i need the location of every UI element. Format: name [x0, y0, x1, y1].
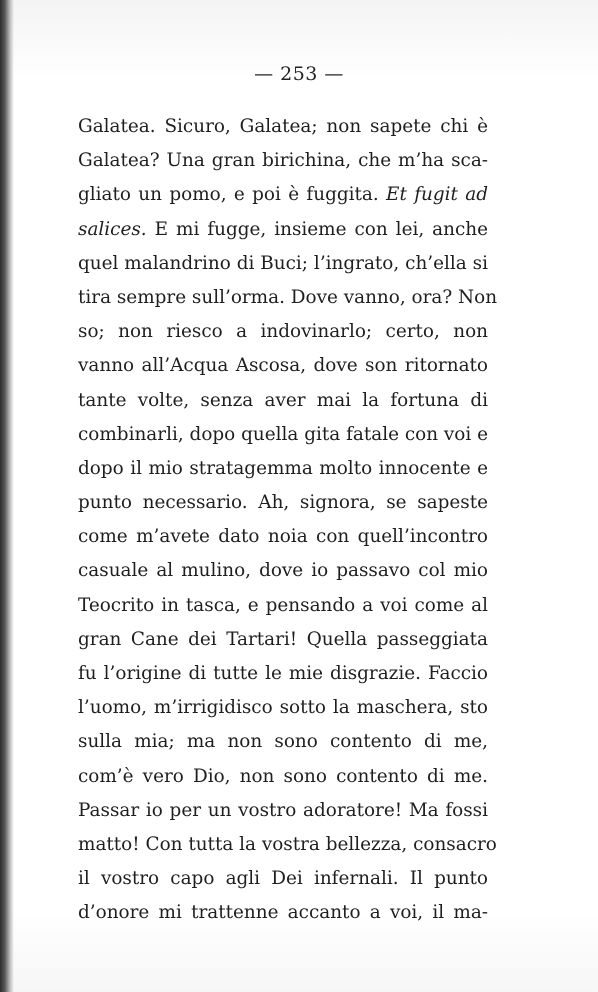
text-span: d’onore mi trattenne accanto a voi, il ma- [78, 902, 488, 924]
text-line [78, 213, 488, 247]
text-span: so; non riesco a indovinarlo; certo, non [78, 321, 488, 343]
text-line [78, 452, 488, 486]
text-span: tira sempre sull’orma. Dove vanno, ora? Non [78, 286, 498, 308]
text-line [78, 760, 488, 794]
text-span: tante volte, senza aver mai la fortuna di [78, 389, 488, 411]
text-span: punto necessario. Ah, signora, se sapeste [78, 492, 488, 514]
text-line [78, 520, 488, 554]
text-span: Passar io per un vostro adoratore! Ma fossi [78, 799, 488, 821]
text-line [78, 554, 488, 588]
text-span: il vostro capo agli Dei infernali. Il punto [78, 868, 488, 890]
text-span: Galatea? Una gran birichina, che m’ha sca- [78, 150, 488, 172]
text-line [78, 486, 488, 520]
text-line [78, 828, 497, 862]
text-line [78, 110, 488, 144]
text-line [78, 178, 488, 212]
text-line [78, 384, 488, 418]
italic-text-span: Et fugit ad [386, 184, 488, 206]
text-line [78, 418, 488, 452]
text-line [78, 281, 498, 315]
italic-text-span: salices. [78, 218, 147, 240]
text-span: Galatea. Sicuro, Galatea; non sapete chi è [78, 116, 488, 137]
text-span: com’è vero Dio, non sono contento di me. [78, 765, 488, 787]
text-span: quel malandrino di Buci; l’ingrato, ch’ella si [78, 252, 488, 274]
text-line [78, 589, 488, 623]
text-line [78, 657, 488, 691]
text-span: Teocrito in tasca, e pensando a voi come al [78, 594, 488, 616]
text-span: gran Cane dei Tartari! Quella passeggiata [78, 628, 488, 650]
text-span: sulla mia; ma non sono contento di me, [78, 731, 488, 753]
text-line [78, 794, 488, 828]
text-line [78, 144, 488, 178]
text-span: fu l’origine di tutte le mie disgrazie. Faccio [78, 663, 488, 684]
text-span: vanno all’Acqua Ascosa, dove son ritornato [78, 355, 488, 377]
text-span: l’uomo, m’irrigidisco sotto la maschera, sto [78, 697, 488, 719]
text-span: combinarli, dopo quella gita fatale con voi e [78, 423, 488, 445]
text-span: dopo il mio stratagemma molto innocente e [78, 457, 488, 479]
text-line [78, 862, 488, 896]
text-line [78, 896, 488, 930]
text-line [78, 349, 488, 383]
text-line [78, 691, 488, 725]
body-text [78, 110, 498, 931]
text-span: matto! Con tutta la vostra bellezza, consacro [78, 833, 497, 855]
text-line [78, 315, 488, 349]
text-line [78, 247, 488, 281]
text-line [78, 623, 488, 657]
text-span: gliato un pomo, e poi è fuggita. [78, 184, 387, 206]
page-number: — 253 — [254, 63, 344, 85]
text-span: casuale al mulino, dove io passavo col mio [78, 560, 488, 582]
text-span: E mi fugge, insieme con lei, anche [146, 218, 488, 240]
page-binding-edge [0, 0, 14, 992]
text-line [78, 725, 488, 759]
text-span: come m’avete dato noia con quell’incontro [78, 526, 488, 548]
